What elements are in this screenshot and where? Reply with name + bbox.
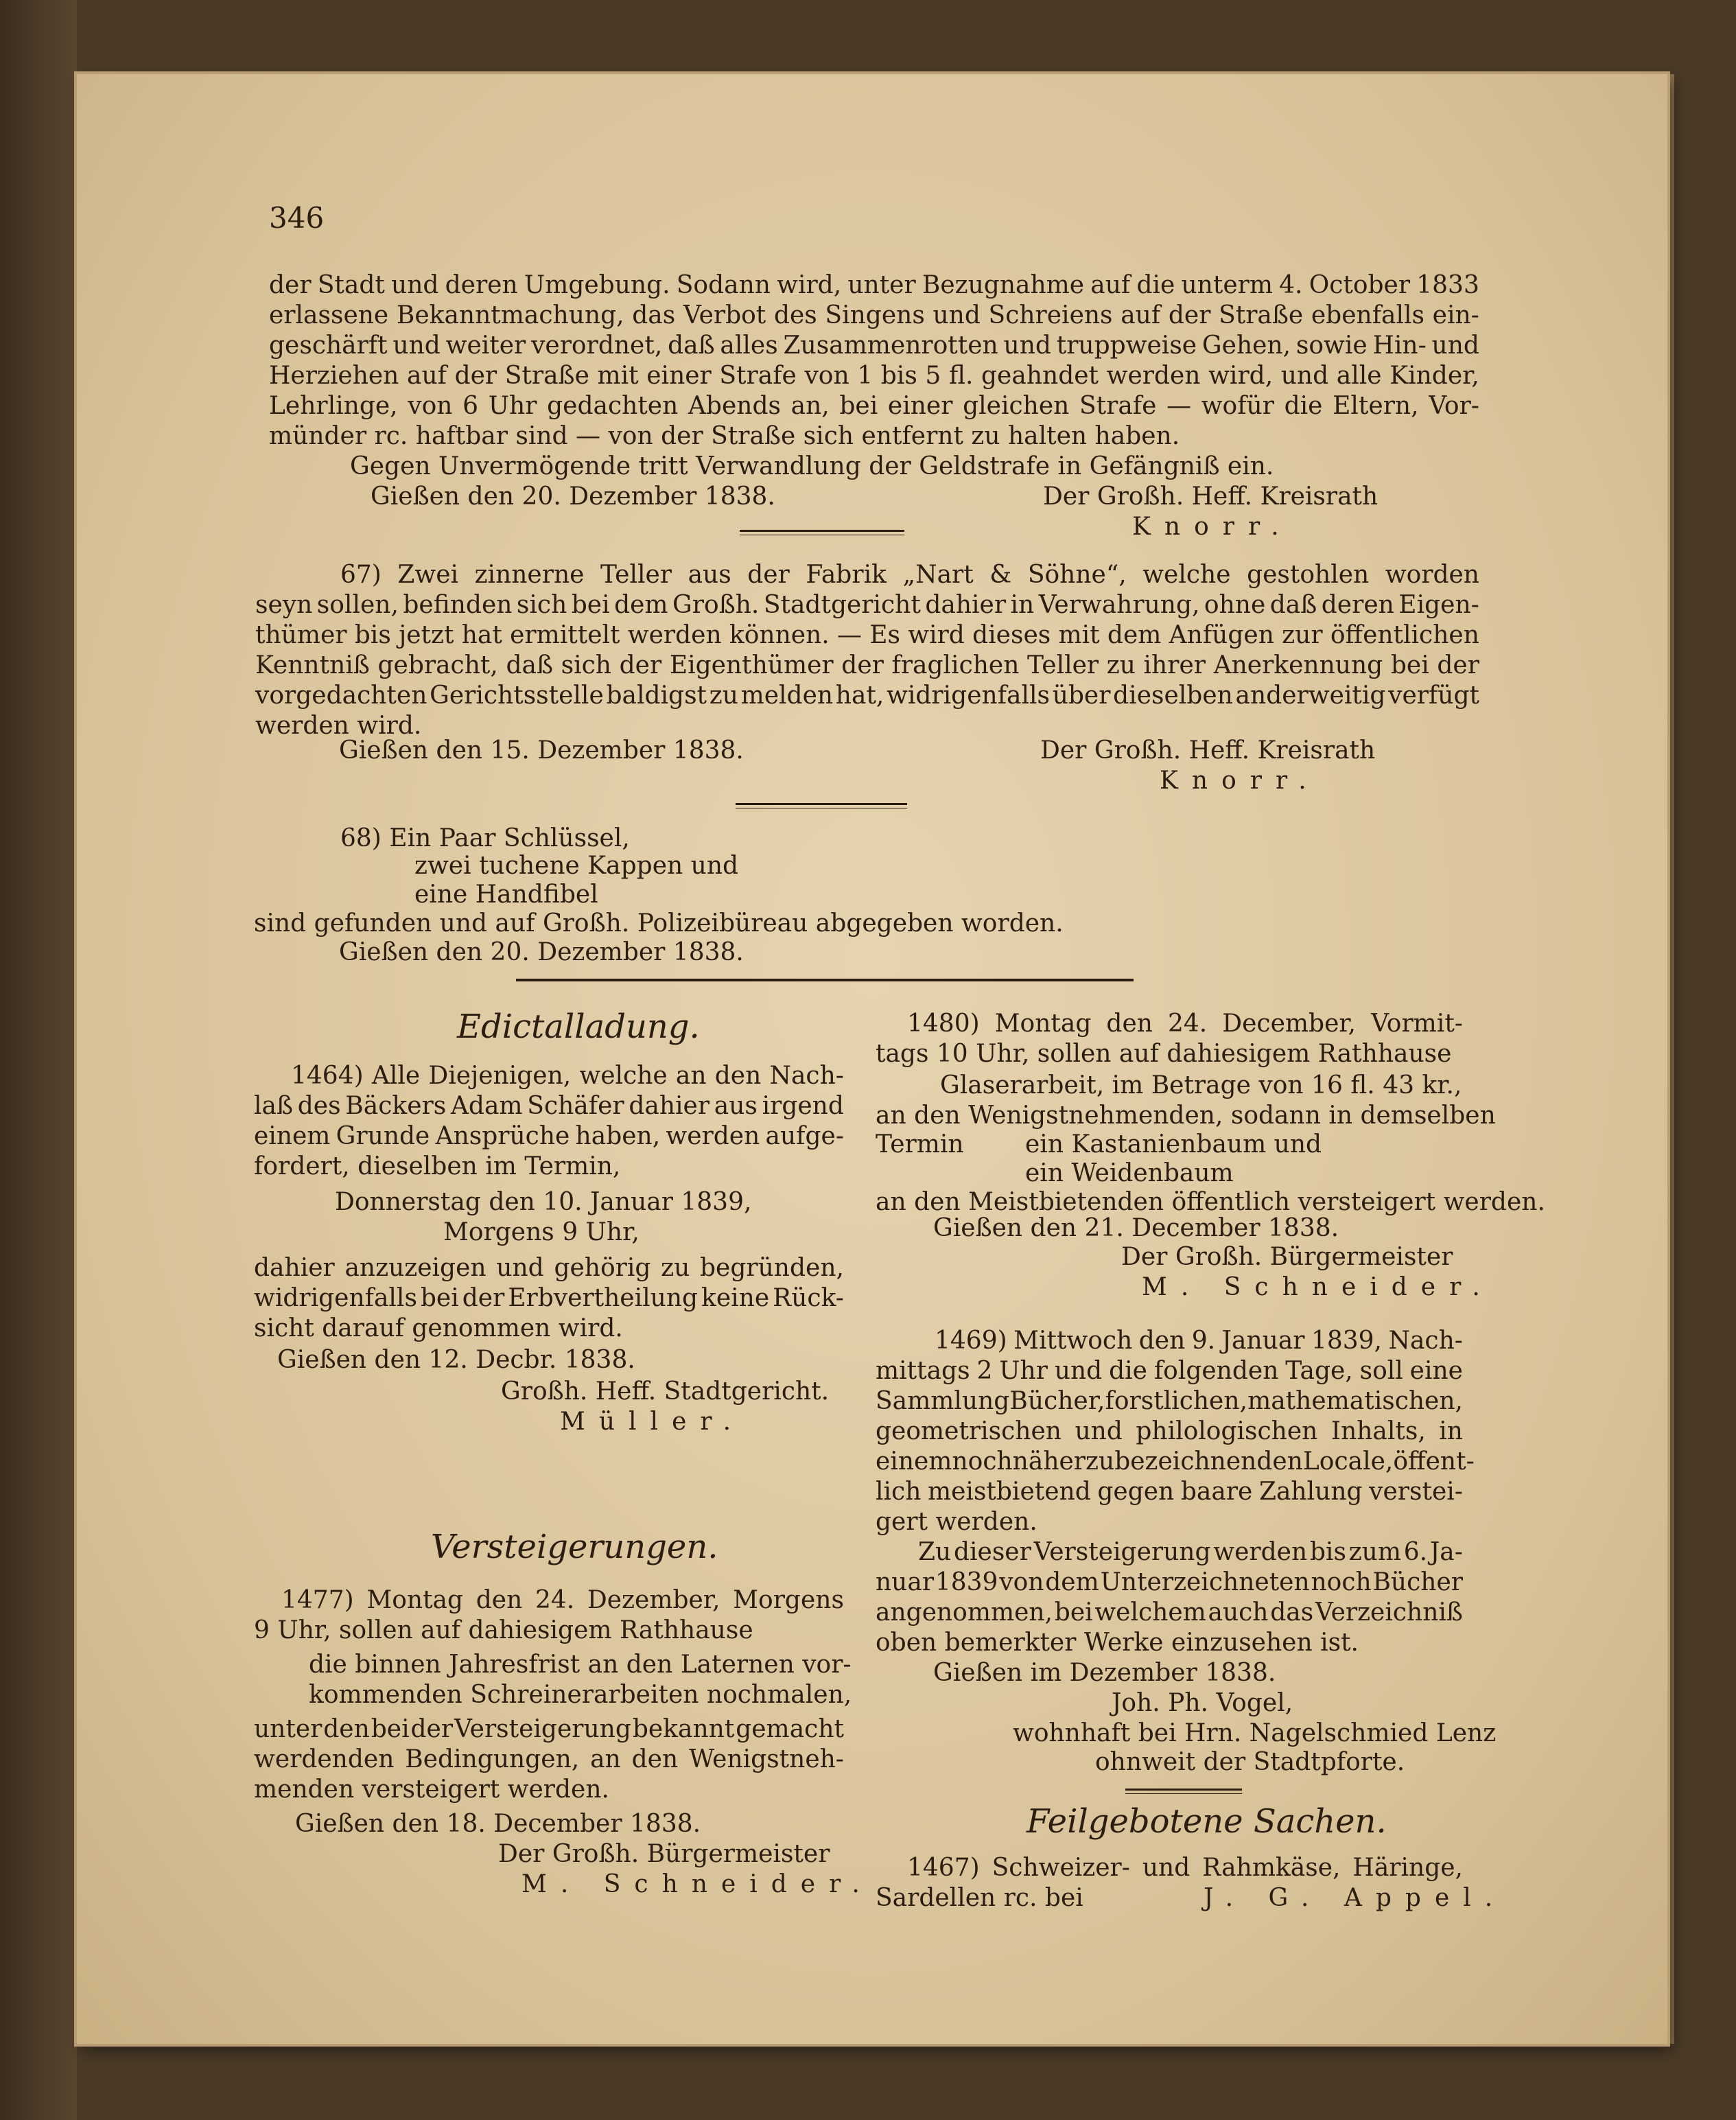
text-line: Glaserarbeit, im Betrage von 16 fl. 43 kr., [940,1071,1462,1099]
notice-date: Gießen den 20. Dezember 1838. [339,938,744,966]
text-line: zwei tuchene Kappen und [414,852,739,880]
notice-date: Gießen den 15. Dezember 1838. [339,736,744,765]
heading-feilgebotene-sachen: Feilgebotene Sachen. [1027,1802,1387,1841]
text-line: Lehrlinge, von 6 Uhr gedachten Abends an, bei einer gleichen Strafe — wofür die Eltern, Vor- [269,392,1479,420]
text-line: an den Meistbietenden öffentlich versteigert werden. [876,1188,1545,1216]
text-line: laß des Bäckers Adam Schäfer dahier aus irgend [254,1092,844,1120]
text-line: Kenntniß gebracht, daß sich der Eigenthümer der fraglichen Teller zu ihrer Anerkennung bei der [255,651,1479,679]
text-line: unter den bei der Versteigerung bekannt gemacht [254,1715,844,1743]
signer-title: Der Großh. Heff. Kreisrath [1043,482,1379,511]
text-line: nuar 1839 von dem Unterzeichneten noch Bücher [876,1568,1463,1596]
divider [1125,1793,1242,1794]
signer-title: Der Großh. Bürgermeister [1121,1243,1453,1271]
text-line: kommenden Schreinerarbeiten nochmalen, [309,1681,852,1709]
text-line: mittags 2 Uhr und die folgenden Tage, soll eine [876,1357,1463,1385]
text-line: tags 10 Uhr, sollen auf dahiesigem Rathhause [876,1040,1452,1068]
heading-edictalladung: Edictalladung. [457,1007,700,1046]
text-line: Gegen Unvermögende tritt Verwandlung der Geldstrafe in Gefängniß ein. [350,452,1274,480]
term-time: Morgens 9 Uhr, [443,1218,640,1246]
text-line: einem Grunde Ansprüche haben, werden aufge- [254,1122,844,1150]
text-line: 67) Zwei zinnerne Teller aus der Fabrik „Nart & Söhne“, welche gestohlen worden [340,561,1479,589]
text-line: seyn sollen, befinden sich bei dem Großh. Stadtgericht dahier in Verwahrung, ohne daß deren Eigen- [255,591,1479,619]
book-cover-edge [0,0,77,2120]
signer-name: J. G. Appel. [1204,1884,1507,1912]
signer-name: Müller. [560,1408,745,1436]
divider [740,530,904,532]
text-line: Termin [876,1130,964,1158]
section-divider [516,979,1134,981]
text-line: sind gefunden und auf Großh. Polizeibüreau abgegeben worden. [254,909,1064,937]
text-line: thümer bis jetzt hat ermittelt werden können. — Es wird dieses mit dem Anfügen zur öffentlichen [255,621,1479,649]
text-line: 1467) Schweizer- und Rahmkäse, Häringe, [907,1854,1463,1882]
text-line: 1464) Alle Diejenigen, welche an den Nach- [291,1062,844,1090]
signer-address: ohnweit der Stadtpforte. [1095,1748,1405,1776]
text-line: die binnen Jahresfrist an den Laternen vor- [309,1651,852,1679]
text-line: dahier anzuzeigen und gehörig zu begründen, [254,1254,844,1282]
notice-date: Gießen den 18. December 1838. [295,1810,701,1838]
text-line: werdenden Bedingungen, an den Wenigstneh- [254,1745,844,1773]
divider [1125,1789,1242,1791]
signer-title: Großh. Heff. Stadtgericht. [501,1377,830,1406]
text-line: Sardellen rc. bei [876,1884,1083,1912]
text-line: fordert, dieselben im Termin, [254,1152,621,1180]
notice-date: Gießen den 20. Dezember 1838. [371,482,775,511]
text-line: lich meistbietend gegen baare Zahlung verstei- [876,1478,1463,1506]
divider [736,803,907,805]
text-line: geometrischen und philologischen Inhalts, in [876,1417,1463,1445]
text-line: sicht darauf genommen wird. [254,1314,623,1342]
text-line: geschärft und weiter verordnet, daß alles Zusammenrotten und truppweise Gehen, sowie Hin- und [269,331,1479,360]
text-line: ein Kastanienbaum und [1025,1130,1322,1158]
notice-date: Gießen den 21. December 1838. [933,1214,1339,1242]
notice-date: Gießen den 12. Decbr. 1838. [277,1346,635,1374]
text-line: erlassene Bekanntmachung, das Verbot des Singens und Schreiens auf der Straße ebenfalls ein- [269,301,1479,329]
signer-title: Der Großh. Heff. Kreisrath [1040,736,1376,765]
text-line: werden wird. [255,712,422,740]
text-line: Zu dieser Versteigerung werden bis zum 6. Ja- [918,1538,1463,1566]
text-line: einem noch näher zu bezeichnenden Locale, öffent- [876,1447,1475,1476]
text-line: ein Weidenbaum [1025,1159,1234,1187]
heading-versteigerungen: Versteigerungen. [431,1528,718,1566]
text-line: widrigenfalls bei der Erbvertheilung keine Rück- [254,1284,844,1312]
signer-name: M. Schneider. [521,1870,873,1898]
text-line: der Stadt und deren Umgebung. Sodann wird, unter Bezugnahme auf die unterm 4. October 1833 [269,271,1479,299]
text-line: 1477) Montag den 24. Dezember, Morgens [281,1586,844,1614]
text-line: menden versteigert werden. [254,1775,609,1804]
page-number: 346 [269,201,325,235]
text-line: angenommen, bei welchem auch das Verzeichniß [876,1598,1463,1627]
text-line: Sammlung Bücher, forstlichen, mathematischen, [876,1387,1463,1415]
text-line: 1480) Montag den 24. December, Vormit- [907,1010,1463,1038]
text-line: gert werden. [876,1508,1037,1536]
text-line: Herziehen auf der Straße mit einer Strafe von 1 bis 5 fl. geahndet werden wird, und alle Kinder, [269,362,1479,390]
signer-address: wohnhaft bei Hrn. Nagelschmied Lenz [1013,1719,1497,1747]
signer-title: Der Großh. Bürgermeister [498,1840,830,1868]
signer-name: M. Schneider. [1142,1273,1494,1301]
text-line: an den Wenigstnehmenden, sodann in demselben [876,1102,1496,1130]
text-line: vorgedachten Gerichtsstelle baldigst zu melden hat, widrigenfalls über dieselben anderweitig verfügt [255,682,1479,710]
text-line: 1469) Mittwoch den 9. Januar 1839, Nach- [935,1327,1463,1355]
text-line: eine Handfibel [414,881,598,909]
text-line: 9 Uhr, sollen auf dahiesigem Rathhause [254,1616,753,1644]
signer-name: Joh. Ph. Vogel, [1112,1689,1293,1717]
notice-date: Gießen im Dezember 1838. [933,1659,1276,1687]
term-date: Donnerstag den 10. Januar 1839, [335,1188,752,1216]
text-line: 68) Ein Paar Schlüssel, [340,824,630,852]
signer-name: Knorr. [1132,513,1293,541]
text-line: oben bemerkter Werke einzusehen ist. [876,1629,1359,1657]
signer-name: Knorr. [1160,767,1320,795]
text-line: münder rc. haftbar sind — von der Straße sich entfernt zu halten haben. [269,422,1180,450]
